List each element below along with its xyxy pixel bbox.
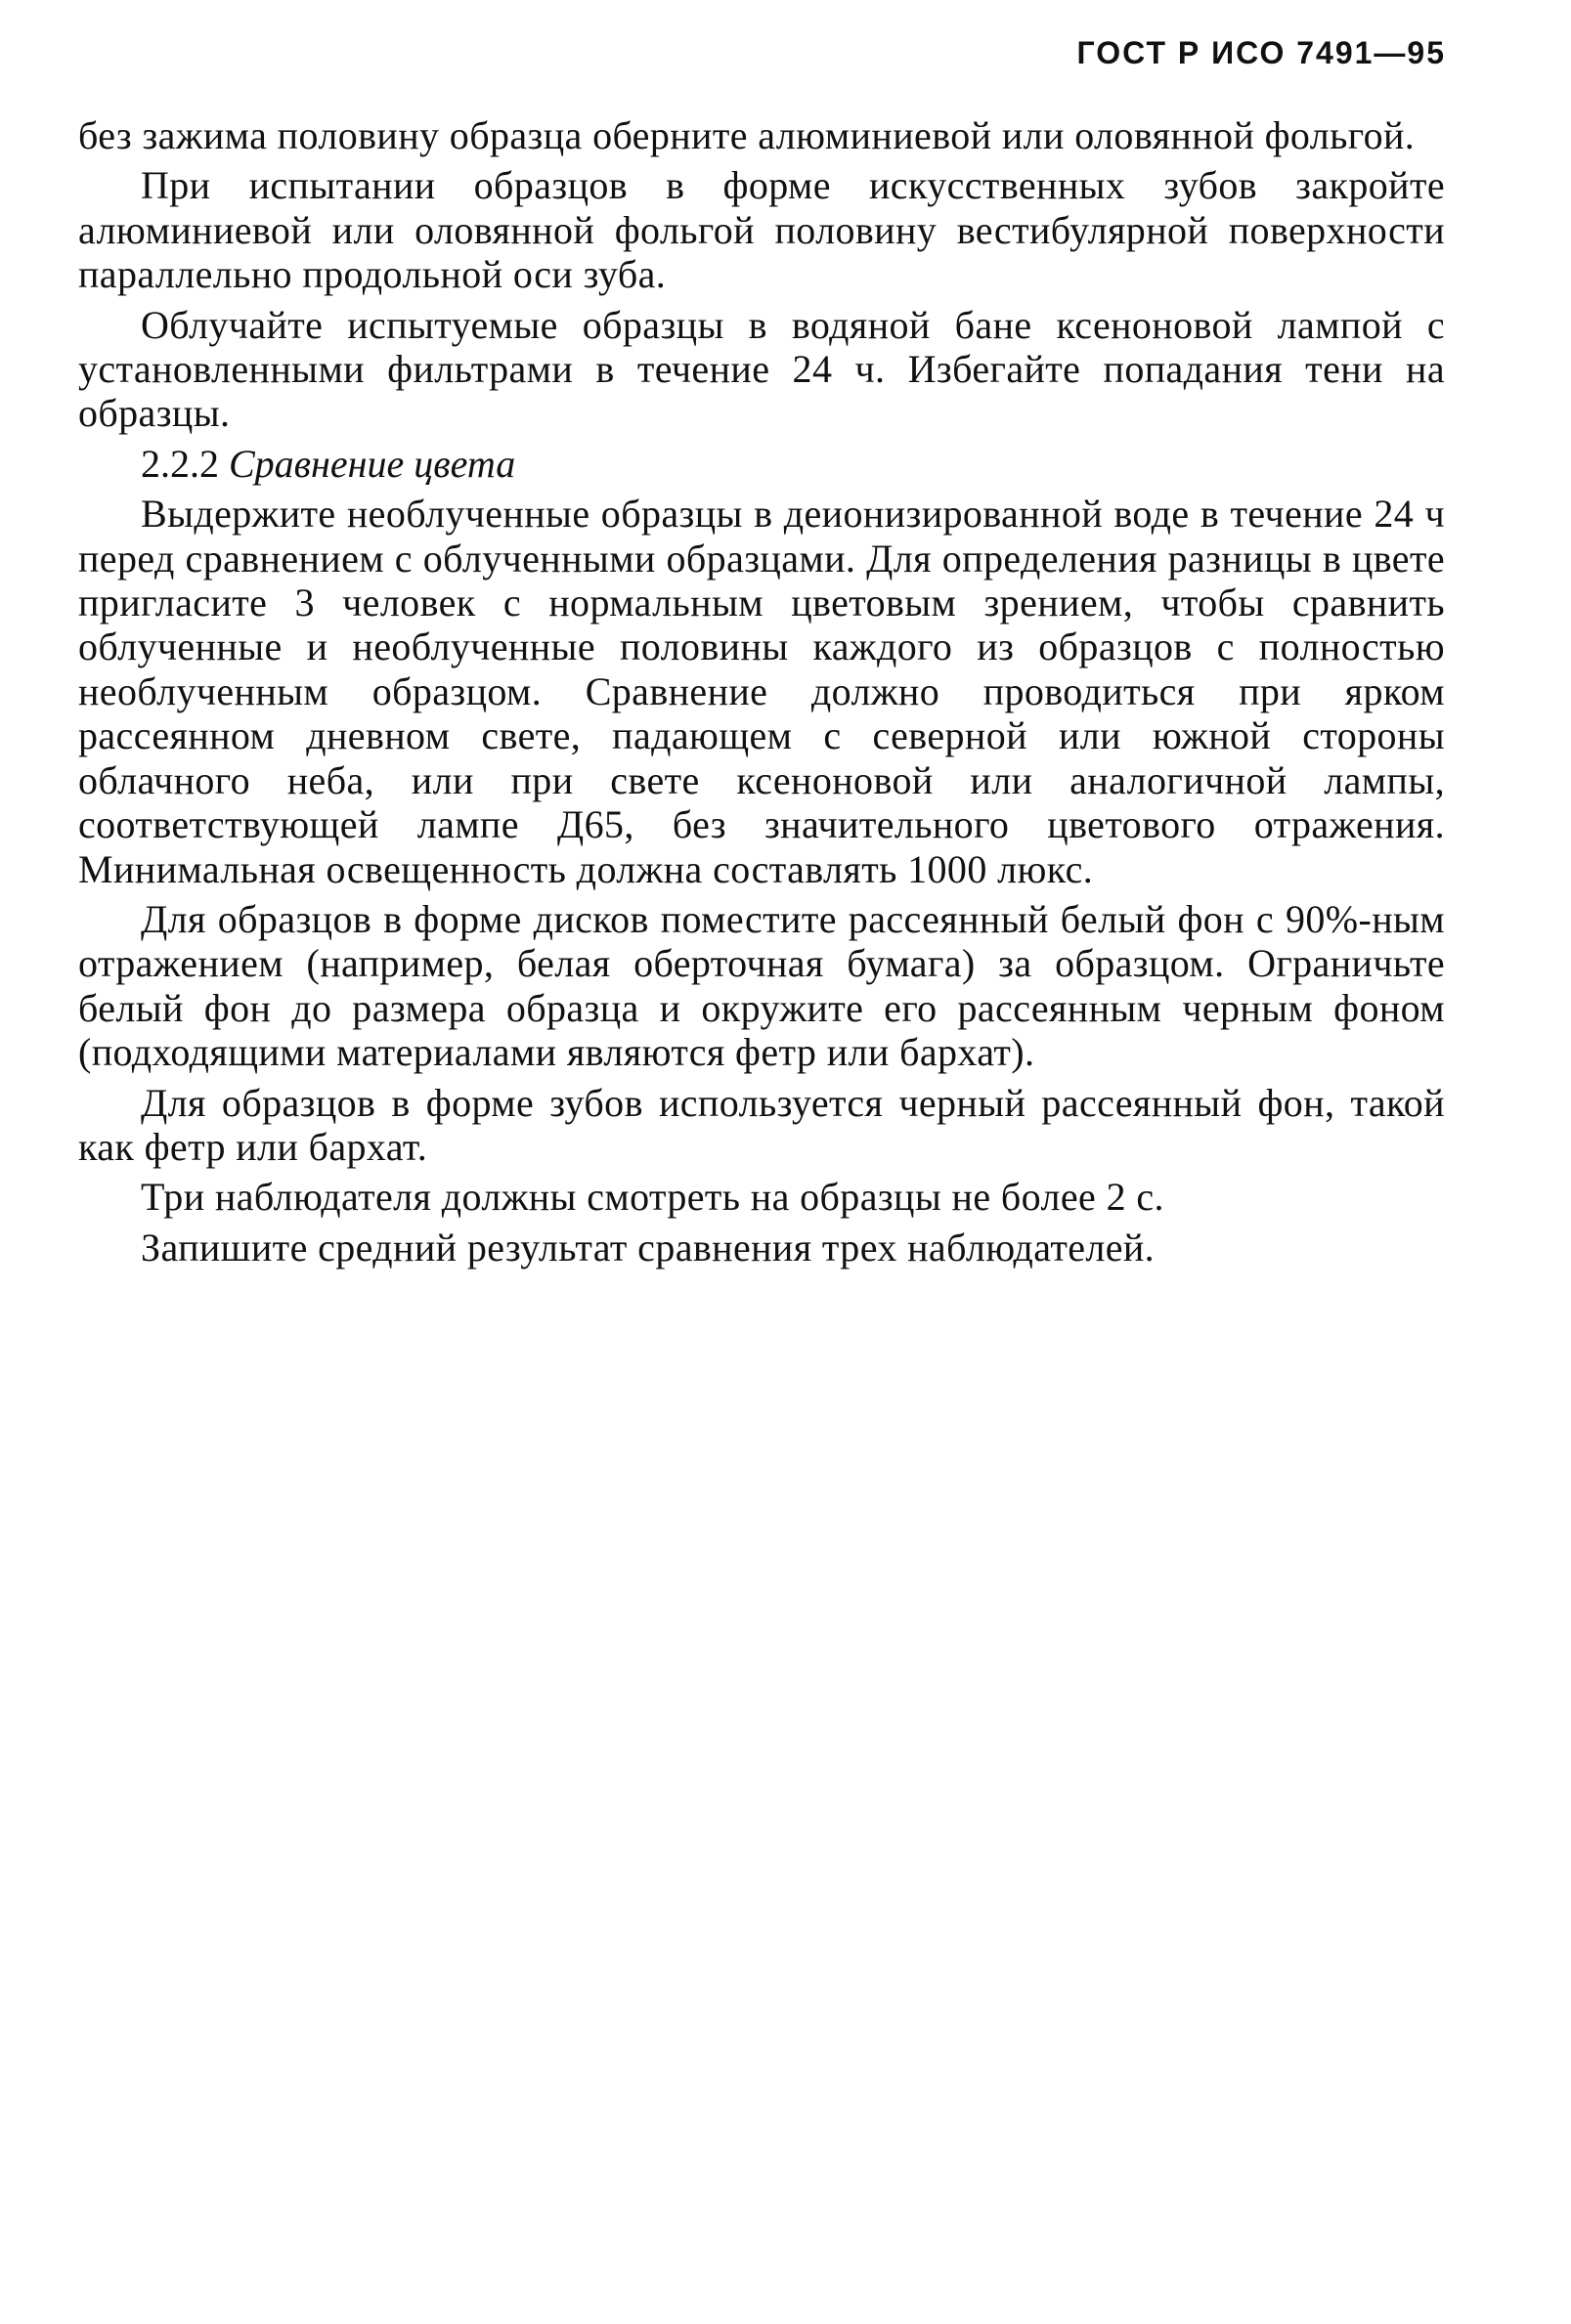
paragraph: Для образцов в форме дисков поместите рассеянный белый фон с 90%-ным отражением (например, белая оберточная бумага) за образцом. Ограничьте белый фон до размера образца и окружите его рассеянным черным фоном (подходящими материалами являются фетр или бархат). [78,896,1445,1075]
section-heading [78,442,1445,486]
paragraph: Для образцов в форме зубов используется черный рассеянный фон, такой как фетр или бархат. [78,1080,1445,1169]
section-title: Сравнение цвета [229,441,516,486]
section-number: 2.2.2 [141,441,219,486]
paragraph: При испытании образцов в форме искусственных зубов закройте алюминиевой или оловянной фольгой половину вестибулярной поверхности параллельно продольной оси зуба. [78,163,1445,297]
paragraph: Выдержите необлученные образцы в деионизированной воде в течение 24 ч перед сравнением с облученными образцами. Для определения разницы в цвете пригласите 3 человек с нормальным цветовым зрением, чтобы сравнить облученные и необлученные половины каждого из образцов с полностью необлученным образцом. Сравнение должно проводиться при ярком рассеянном дневном свете, падающем с северной или южной стороны облачного неба, или при свете ксеноновой или аналогичной лампы, соответствующей лампе Д65, без значительного цветового отражения. Минимальная освещенность должна составлять 1000 люкс. [78,492,1445,891]
paragraph-continuation: без зажима половину образца оберните алюминиевой или оловянной фольгой. [78,113,1416,157]
standard-code-header: ГОСТ Р ИСО 7491—95 [1076,35,1446,70]
paragraph: Три наблюдателя должны смотреть на образцы не более 2 с. [141,1175,1164,1220]
paragraph: Запишите средний результат сравнения трех наблюдателей. [141,1225,1156,1270]
paragraph: Облучайте испытуемые образцы в водяной бане ксеноновой лампой с установленными фильтрами в течение 24 ч. Избегайте попадания тени на образцы. [78,302,1445,436]
document-body [78,113,1445,1275]
